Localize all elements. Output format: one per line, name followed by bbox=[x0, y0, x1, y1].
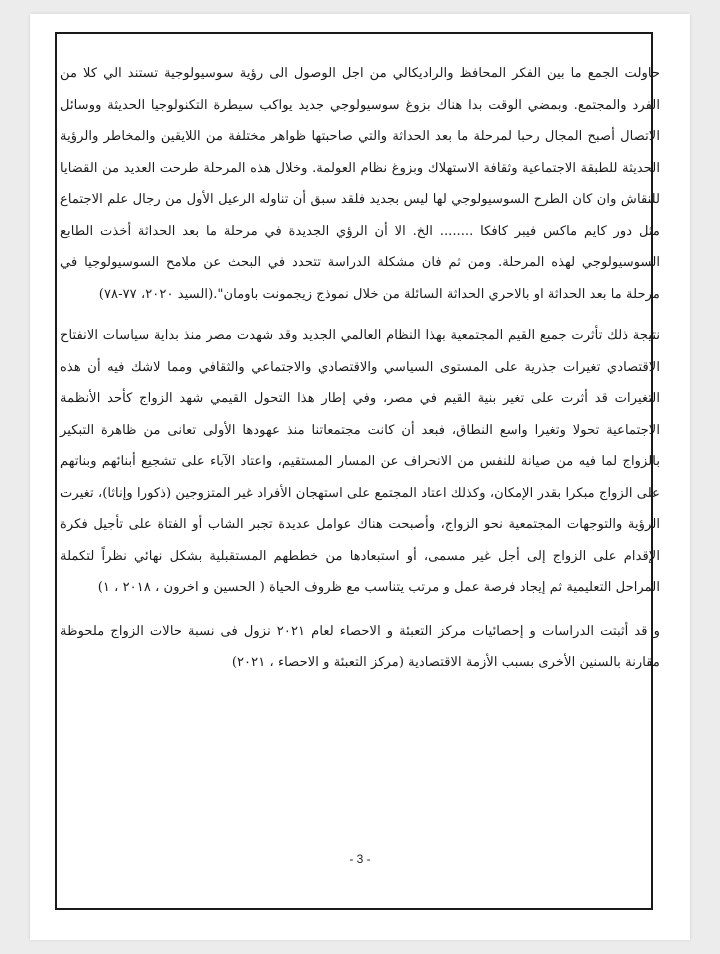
document-page bbox=[30, 14, 690, 940]
document-body bbox=[60, 58, 660, 679]
page-number: - 3 - bbox=[349, 852, 371, 866]
paragraph-3: و قد أثبتت الدراسات و إحصائيات مركز التعبئة و الاحصاء لعام ٢٠٢١ نزول فى نسبة حالات الزواج ملحوظة مقارنة بالسنين الأخرى بسبب الأزمة الاقتصادية (مركز التعبئة و الاحصاء ، ٢٠٢١) bbox=[60, 623, 660, 670]
paragraph-2: نتيجة ذلك تأثرت جميع القيم المجتمعية بهذا النظام العالمي الجديد وقد شهدت مصر منذ بداية سياسات الانفتاح الاقتصادي تغيرات جذرية على المستوى السياسي والاقتصادي والاجتماعي والثقافي ومما لاشك فيه أن هذه التغيرات قد أثرت على تغير بنية القيم في مصر، وفي إطار هذا التحول القيمي شهد الزواج كأحد الأنظمة الاجتماعية تحولا وتغيرا واسع النطاق، فبعد أن كانت مجتمعاتنا منذ عهودها الأولى تعانى من ظاهرة التبكير بالزواج لما فيه من صيانة للنفس من الانحراف عن المسار المستقيم، واعتاد الآباء على تشجيع أبنائهم وبناتهم على الزواج مبكرا بقدر الإمكان، وكذلك اعتاد المجتمع على استهجان الأفراد غير المتزوجين (ذكورا وإناثا)، تغيرت الرؤية والتوجهات المجتمعية نحو الزواج، وأصبحت هناك عوامل عديدة تجبر الشاب أو الفتاة على تأجيل فكرة الإقدام على الزواج إلى أجل غير مسمى، أو استبعادها من خططهم المستقبلية بشكل نهائي نظراً لتكملة المراحل التعليمية ثم إيجاد فرصة عمل و مرتب يتناسب مع ظروف الحياة ( الحسين و اخرون ، ٢٠١٨ ، ١) bbox=[60, 328, 660, 595]
paragraph-1: حاولت الجمع ما بين الفكر المحافظ والراديكالي من اجل الوصول الى رؤية سوسيولوجية تستند الي كلا من الفرد والمجتمع. وبمضي الوقت بدا هناك بزوغ سوسيولوجي جديد يواكب سيطرة التكنولوجيا الحديثة ووسائل الاتصال أصبح المجال رحبا لمرحلة ما بعد الحداثة والتي صاحبتها ظواهر مختلفة من اللايقين والمخاطر والرؤية الحديثة للطبقة الاجتماعية وثقافة الاستهلاك وبزوغ نظام العولمة. وخلال هذه المرحلة طرحت العديد من القضايا للنقاش وان كان الطرح السوسيولوجي لها ليس بجديد فلقد سبق أن تناوله الرعيل الأول من رجال علم الاجتماع مثل دور كايم ماكس فيبر كافكا ........ الخ. الا أن الرؤي الجديدة في مرحلة ما بعد الحداثة أخذت الطابع السوسيولوجي لهذه المرحلة. ومن ثم فان مشكلة الدراسة تتحدد في البحث عن ملامح السوسيولوجيا في مرحلة ما بعد الحداثة او بالاحري الحداثة السائلة من خلال نموذج زيجمونت باومان".(السيد ٢٠٢٠، ٧٧-٧٨) bbox=[60, 66, 660, 302]
